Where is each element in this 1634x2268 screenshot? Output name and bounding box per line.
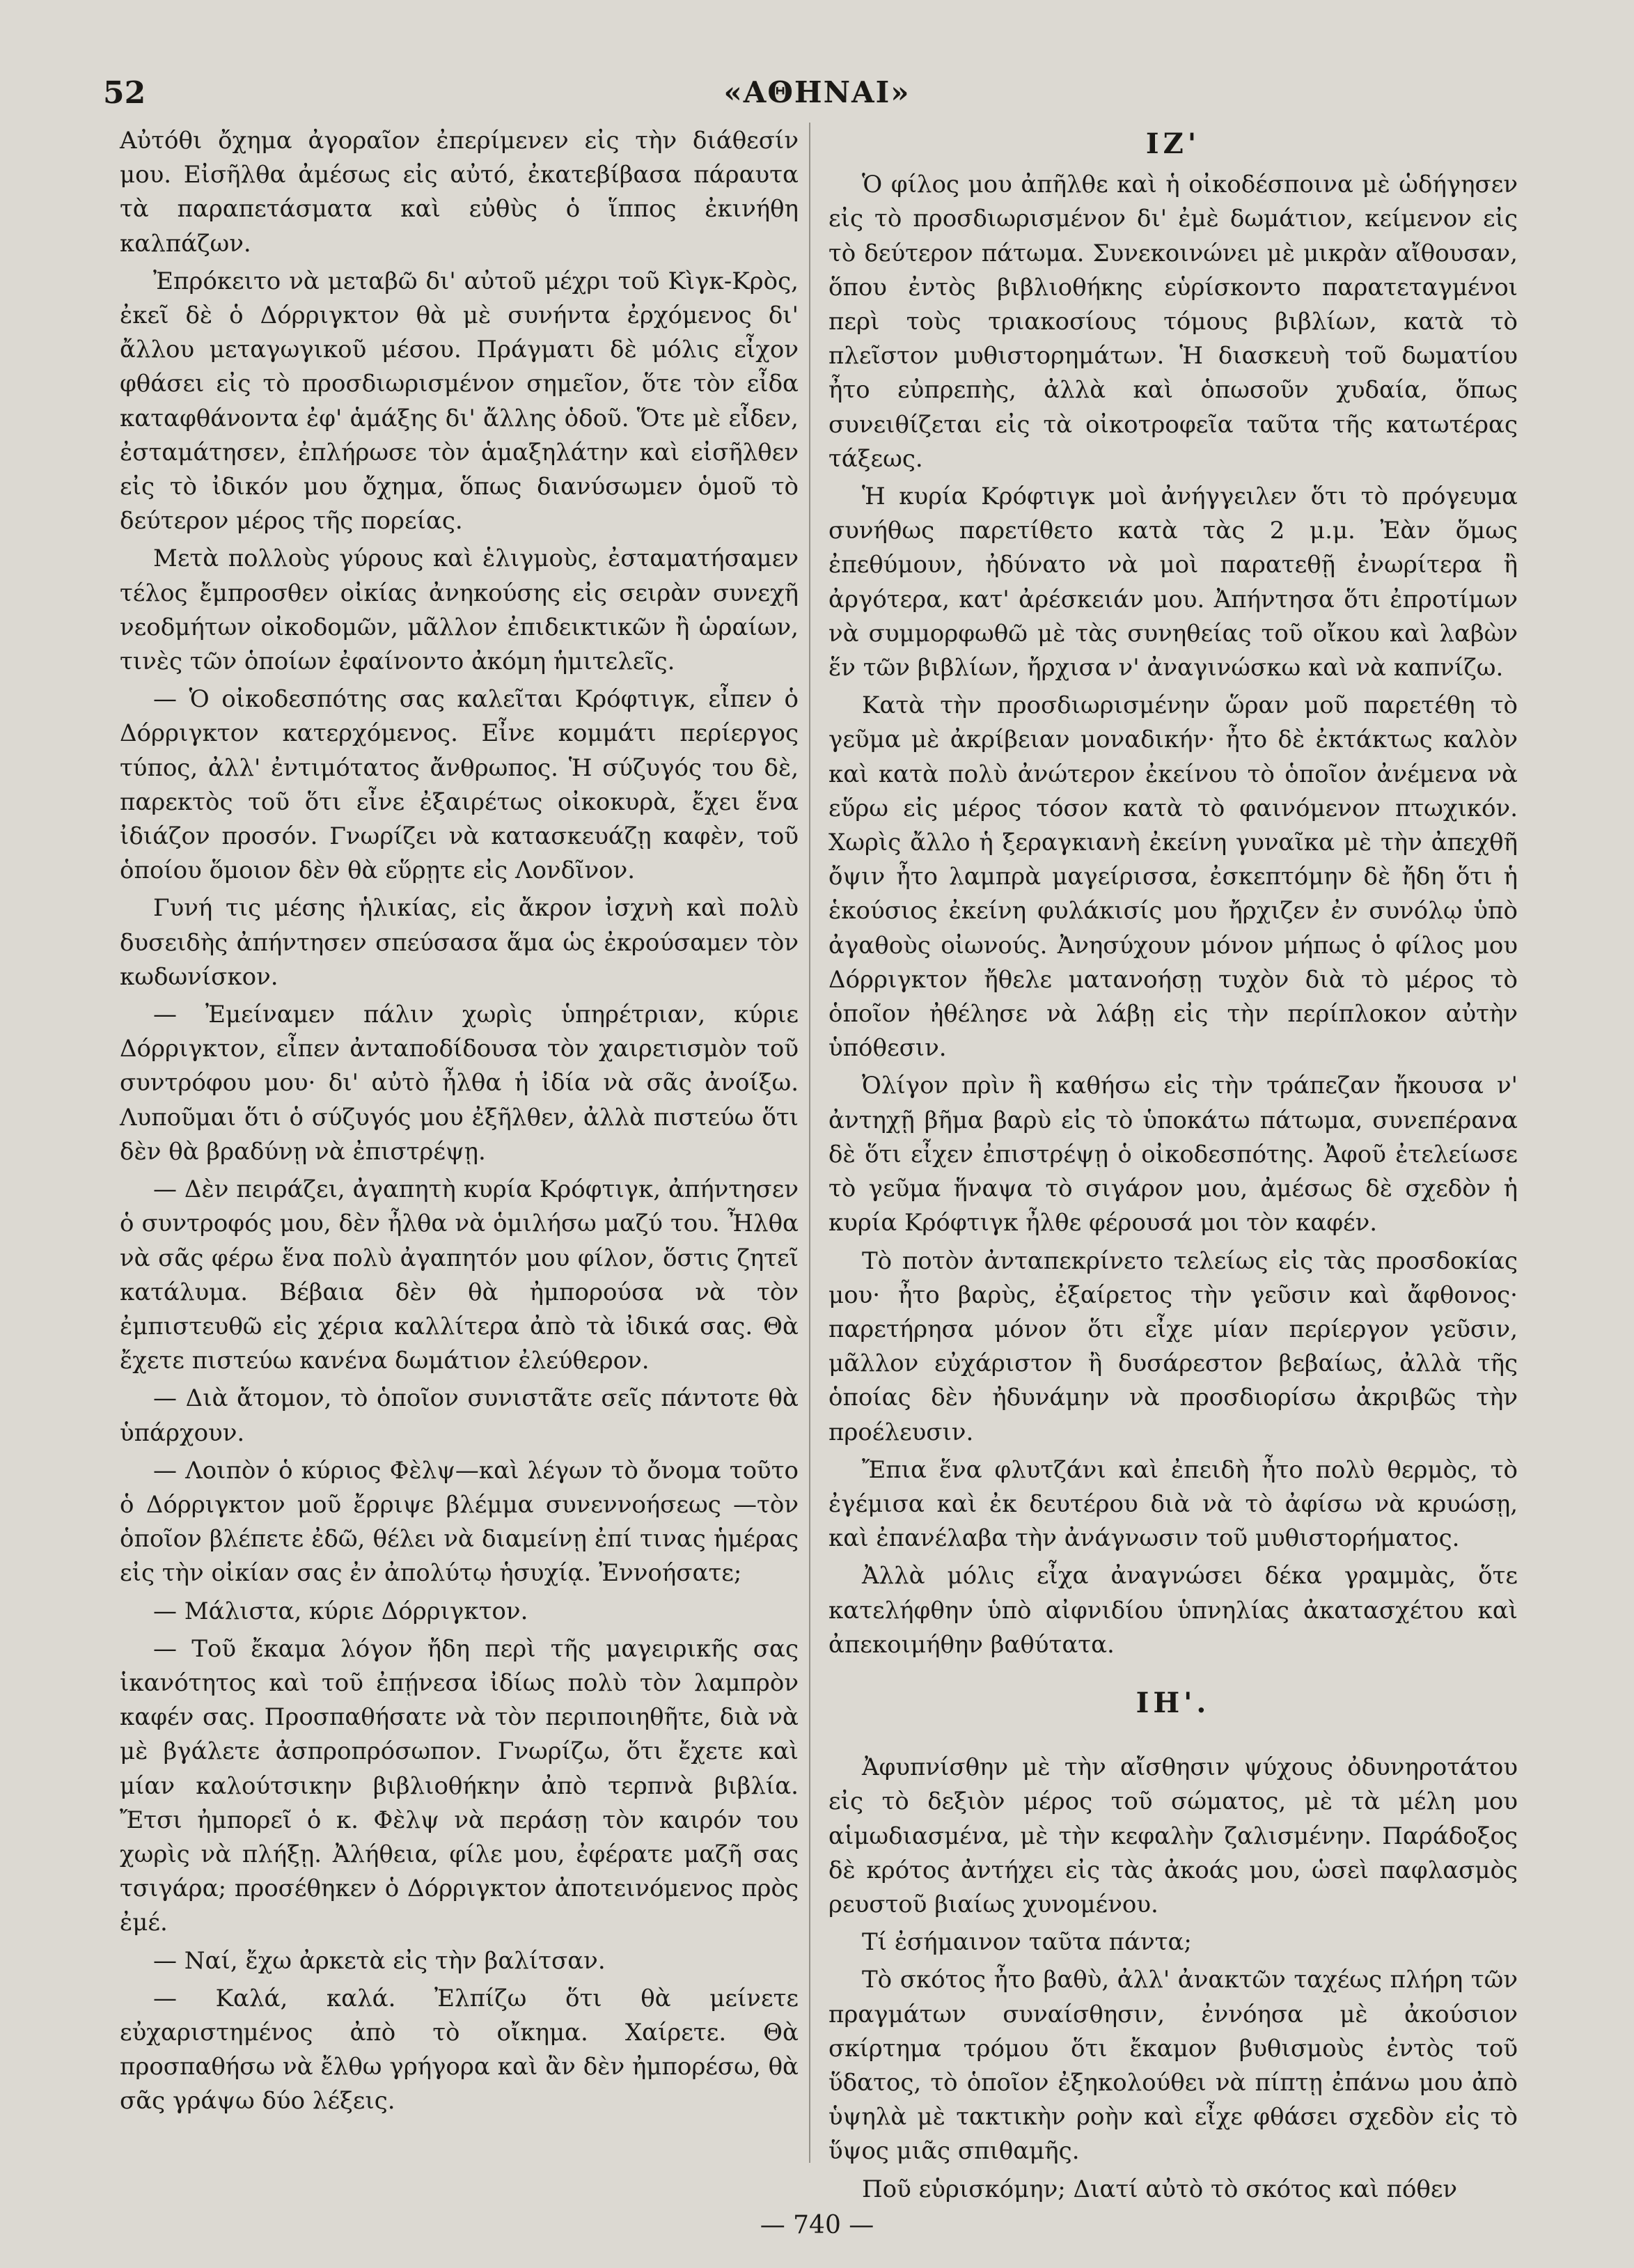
paragraph: — Καλά, καλά. Ἐλπίζω ὅτι θὰ μείνετε εὐχαριστημένος ἀπὸ τὸ οἴκημα. Χαίρετε. Θὰ προσπαθήσω νὰ ἔλθω γρήγορα καὶ ἂν δὲν ἠμπορέσω, θὰ σᾶς γράψω δύο λέξεις. bbox=[120, 1984, 799, 2116]
paragraph: Ἔπια ἕνα φλυτζάνι καὶ ἐπειδὴ ἦτο πολὺ θερμὸς, τὸ ἐγέμισα καὶ ἐκ δευτέρου διὰ νὰ τὸ ἀφίσω νὰ κρυώσῃ, καὶ ἐπανέλαβα τὴν ἀνάγνωσιν τοῦ μυθιστορήματος. bbox=[828, 1455, 1518, 1553]
paragraph: Γυνή τις μέσης ἡλικίας, εἰς ἄκρον ἰσχνὴ καὶ πολὺ δυσειδὴς ἀπήντησεν σπεύσασα ἅμα ὡς ἐκρούσαμεν τὸν κωδωνίσκον. bbox=[120, 894, 799, 991]
paragraph: Μετὰ πολλοὺς γύρους καὶ ἑλιγμοὺς, ἐσταματήσαμεν τέλος ἔμπροσθεν οἰκίας ἀνηκούσης εἰς σειρὰν συνεχῆ νεοδμήτων οἰκοδομῶν, μᾶλλον ἐπιδεικτικῶν ἢ ὡραίων, τινὲς τῶν ὁποίων ἐφαίνοντο ἀκόμη ἡμιτελεῖς. bbox=[120, 545, 799, 676]
paragraph: Τί ἐσήμαινον ταῦτα πάντα; bbox=[862, 1928, 1192, 1957]
paragraph: — Ἐμείναμεν πάλιν χωρὶς ὑπηρέτριαν, κύριε Δόρριγκτον, εἶπεν ἀνταποδίδουσα τὸν χαιρετισμὸν τοῦ συντρόφου μου· δι' αὐτὸ ἦλθα ἡ ἰδία νὰ σᾶς ἀνοίξω. Λυποῦμαι ὅτι ὁ σύζυγός μου ἐξῆλθεν, ἀλλὰ πιστεύω ὅτι δὲν θὰ βραδύνῃ νὰ ἐπιστρέψῃ. bbox=[120, 1001, 799, 1166]
running-title: «ΑΘΗΝΑΙ» bbox=[723, 75, 911, 109]
left-column bbox=[120, 124, 799, 2122]
paragraph: Κατὰ τὴν προσδιωρισμένην ὥραν μοῦ παρετέθη τὸ γεῦμα μὲ ἀκρίβειαν μοναδικήν· ἦτο δὲ ἐκτάκτως καλὸν καὶ κατὰ πολὺ ἀνώτερον ἐκείνου τὸ ὁποῖον ἀνέμενα νὰ εὕρω εἰς μέρος τόσον κατὰ τὸ φαινόμενον πτωχικόν. Χωρὶς ἄλλο ἡ ξεραγκιανὴ ἐκείνη γυναῖκα μὲ τὴν ἀπεχθῆ ὄψιν ἦτο λαμπρὰ μαγείρισσα, ἐσκεπτόμην δὲ ἤδη ὅτι ἡ ἑκούσιος ἐκείνη φυλάκισίς μου ἤρχιζεν ἐν συνόλῳ ὑπὸ ἀγαθοὺς οἰωνούς. Ἀνησύχουν μόνον μήπως ὁ φίλος μου Δόρριγκτον ἤθελε ματανοήσῃ τυχὸν διὰ τὸ μέρος τὸ ὁποῖον ἠθέλησε νὰ λάβῃ εἰς τὴν περίπλοκον αὐτὴν ὑπόθεσιν. bbox=[828, 691, 1518, 1063]
chapter-heading: ΙΖ' bbox=[1145, 127, 1201, 160]
paragraph: — Λοιπὸν ὁ κύριος Φὲλψ—καὶ λέγων τὸ ὄνομα τοῦτο ὁ Δόρριγκτον μοῦ ἔρριψε βλέμμα συνεννοήσεως —τὸν ὁποῖον βλέπετε ἐδῶ, θέλει νὰ διαμείνῃ ἐπί τινας ἡμέρας εἰς τὴν οἰκίαν σας ἐν ἀπολύτῳ ἡσυχίᾳ. Ἐννοήσατε; bbox=[120, 1456, 799, 1588]
page-folio: — 740 — bbox=[760, 2211, 874, 2239]
column-rule bbox=[809, 123, 810, 2163]
chapter-heading: ΙΗ'. bbox=[1136, 1686, 1211, 1719]
page-number: 52 bbox=[103, 75, 146, 111]
paragraph: — Διὰ ἄτομον, τὸ ὁποῖον συνιστᾶτε σεῖς πάντοτε θὰ ὑπάρχουν. bbox=[120, 1384, 799, 1447]
paragraph: Ποῦ εὑρισκόμην; Διατί αὐτὸ τὸ σκότος καὶ πόθεν bbox=[862, 2175, 1458, 2203]
paragraph: Αὐτόθι ὄχημα ἀγοραῖον ἐπερίμενεν εἰς τὴν διάθεσίν μου. Εἰσῆλθα ἀμέσως εἰς αὐτό, ἐκατεβίβασα πάραυτα τὰ παραπετάσματα καὶ εὐθὺς ὁ ἵππος ἐκινήθη καλπάζων. bbox=[120, 127, 799, 258]
paragraph: Ὁ φίλος μου ἀπῆλθε καὶ ἡ οἰκοδέσποινα μὲ ὡδήγησεν εἰς τὸ προσδιωρισμένον δι' ἐμὲ δωμάτιον, κείμενον εἰς τὸ δεύτερον πάτωμα. Συνεκοινώνει μὲ μικρὰν αἴθουσαν, ὅπου ἐντὸς βιβλιοθήκης εὑρίσκοντο παρατεταγμένοι περὶ τοὺς τριακοσίους τόμους βιβλίων, κατὰ τὸ πλεῖστον μυθιστορημάτων. Ἡ διασκευὴ τοῦ δωματίου ἦτο εὐπρεπὴς, ἀλλὰ καὶ ὁπωσοῦν χυδαία, ὅπως συνειθίζεται εἰς τὰ οἰκοτροφεῖα ταῦτα τῆς κατωτέρας τάξεως. bbox=[828, 171, 1518, 473]
paragraph: Ἀλλὰ μόλις εἶχα ἀναγνώσει δέκα γραμμὰς, ὅτε κατελήφθην ὑπὸ αἰφνιδίου ὑπνηλίας ἀκατασχέτου καὶ ἀπεκοιμήθην βαθύτατα. bbox=[828, 1562, 1518, 1659]
paragraph: Ἐπρόκειτο νὰ μεταβῶ δι' αὐτοῦ μέχρι τοῦ Κὶγκ-Κρὸς, ἐκεῖ δὲ ὁ Δόρριγκτον θὰ μὲ συνήντα ἐρχόμενος δι' ἄλλου μεταγωγικοῦ μέσου. Πράγματι δὲ μόλις εἶχον φθάσει εἰς τὸ προσδιωρισμένον σημεῖον, ὅτε τὸν εἶδα καταφθάνοντα ἐφ' ἁμάξης δι' ἄλλης ὁδοῦ. Ὅτε μὲ εἶδεν, ἐσταμάτησεν, ἐπλήρωσε τὸν ἁμαξηλάτην καὶ εἰσῆλθεν εἰς τὸ ἰδικόν μου ὄχημα, ὅπως διανύσωμεν ὁμοῦ τὸ δεύτερον μέρος τῆς πορείας. bbox=[120, 267, 799, 535]
paragraph: Τὸ ποτὸν ἀνταπεκρίνετο τελείως εἰς τὰς προσδοκίας μου· ἦτο βαρὺς, ἐξαίρετος τὴν γεῦσιν καὶ ἄφθονος· παρετήρησα μόνον ὅτι εἶχε μίαν περίεργον γεῦσιν, μᾶλλον εὐχάριστον ἢ δυσάρεστον βεβαίως, ἀλλὰ τῆς ὁποίας δὲν ἠδυνάμην νὰ προσδιορίσω ἀκριβῶς τὴν προέλευσιν. bbox=[828, 1246, 1518, 1446]
paragraph: — Ναί, ἔχω ἀρκετὰ εἰς τὴν βαλίτσαν. bbox=[153, 1946, 606, 1975]
paragraph: Ὀλίγον πρὶν ἢ καθήσω εἰς τὴν τράπεζαν ἤκουσα ν' ἀντηχῇ βῆμα βαρὺ εἰς τὸ ὑποκάτω πάτωμα, συνεπέρανα δὲ ὅτι εἶχεν ἐπιστρέψῃ ὁ οἰκοδεσπότης. Ἀφοῦ ἐτελείωσε τὸ γεῦμα ἥναψα τὸ σιγάρον μου, ἀμέσως δὲ σχεδὸν ἡ κυρία Κρόφτιγκ ἦλθε φέρουσά μοι τὸν καφέν. bbox=[828, 1072, 1518, 1237]
paragraph: — Ὁ οἰκοδεσπότης σας καλεῖται Κρόφτιγκ, εἶπεν ὁ Δόρριγκτον κατερχόμενος. Εἶνε κομμάτι περίεργος τύπος, ἀλλ' ἐντιμότατος ἄνθρωπος. Ἡ σύζυγός του δὲ, παρεκτὸς τοῦ ὅτι εἶνε ἐξαιρέτως οἰκοκυρὰ, ἔχει ἕνα ἰδιάζον προσόν. Γνωρίζει νὰ κατασκευάζῃ καφὲν, τοῦ ὁποίου ὅμοιον δὲν θὰ εὕρῃτε εἰς Λονδῖνον. bbox=[120, 685, 799, 885]
paragraph: Ἀφυπνίσθην μὲ τὴν αἴσθησιν ψύχους ὀδυνηροτάτου εἰς τὸ δεξιὸν μέρος τοῦ σώματος, μὲ τὰ μέλη μου αἱμωδιασμένα, μὲ τὴν κεφαλὴν ζαλισμένην. Παράδοξος δὲ κρότος ἀντήχει εἰς τὰς ἀκοάς μου, ὡσεὶ παφλασμὸς ρευστοῦ βιαίως χυνομένου. bbox=[828, 1753, 1518, 1918]
right-column bbox=[828, 124, 1518, 2210]
paragraph: — Δὲν πειράζει, ἀγαπητὴ κυρία Κρόφτιγκ, ἀπήντησεν ὁ συντροφός μου, δὲν ἦλθα νὰ ὁμιλήσω μαζύ του. Ἦλθα νὰ σᾶς φέρω ἕνα πολὺ ἀγαπητόν μου φίλον, ὅστις ζητεῖ κατάλυμα. Βέβαια δὲν θὰ ἠμπορούσα νὰ τὸν ἐμπιστευθῶ εἰς χέρια καλλίτερα ἀπὸ τὰ ἰδικά σας. Θὰ ἔχετε πιστεύω κανένα δωμάτιον ἐλεύθερον. bbox=[120, 1175, 799, 1375]
paragraph: Ἡ κυρία Κρόφτιγκ μοὶ ἀνήγγειλεν ὅτι τὸ πρόγευμα συνήθως παρετίθετο κατὰ τὰς 2 μ.μ. Ἐὰν ὅμως ἐπεθύμουν, ἠδύνατο νὰ μοὶ παρατεθῇ ἐνωρίτερα ἢ ἀργότερα, κατ' ἀρέσκειάν μου. Ἀπήντησα ὅτι ἐπροτίμων νὰ συμμορφωθῶ μὲ τὰς συνηθείας τοῦ οἴκου καὶ λαβὼν ἕν τῶν βιβλίων, ἤρχισα ν' ἀναγινώσκω καὶ νὰ καπνίζω. bbox=[828, 483, 1518, 682]
paragraph: — Τοῦ ἔκαμα λόγον ἤδη περὶ τῆς μαγειρικῆς σας ἱκανότητος καὶ τοῦ ἐπῄνεσα ἰδίως πολὺ τὸν λαμπρὸν καφέν σας. Προσπαθήσατε νὰ τὸν περιποιηθῆτε, διὰ νὰ μὲ βγάλετε ἀσπροπρόσωπον. Γνωρίζω, ὅτι ἔχετε καὶ μίαν καλούτσικην βιβλιοθήκην ἀπὸ τερπνὰ βιβλία. Ἔτσι ἠμπορεῖ ὁ κ. Φὲλψ νὰ περάσῃ τὸν καιρόν του χωρὶς νὰ πλήξῃ. Ἀλήθεια, φίλε μου, ἐφέρατε μαζῆ σας τσιγάρα; προσέθηκεν ὁ Δόρριγκτον ἀποτεινόμενος πρὸς ἐμέ. bbox=[120, 1634, 799, 1937]
paragraph: Τὸ σκότος ἦτο βαθὺ, ἀλλ' ἀνακτῶν ταχέως πλήρη τῶν πραγμάτων συναίσθησιν, ἐννόησα μὲ ἀκούσιον σκίρτημα τρόμου ὅτι ἔκαμον βυθισμοὺς ἐντὸς τοῦ ὕδατος, τὸ ὁποῖον ἐξηκολούθει νὰ πίπτῃ ἐπάνω μου ἀπὸ ὑψηλὰ μὲ τακτικὴν ροὴν καὶ εἶχε φθάσει σχεδὸν εἰς τὸ ὕψος μιᾶς σπιθαμῆς. bbox=[828, 1966, 1518, 2166]
paragraph: — Μάλιστα, κύριε Δόρριγκτον. bbox=[153, 1597, 528, 1625]
